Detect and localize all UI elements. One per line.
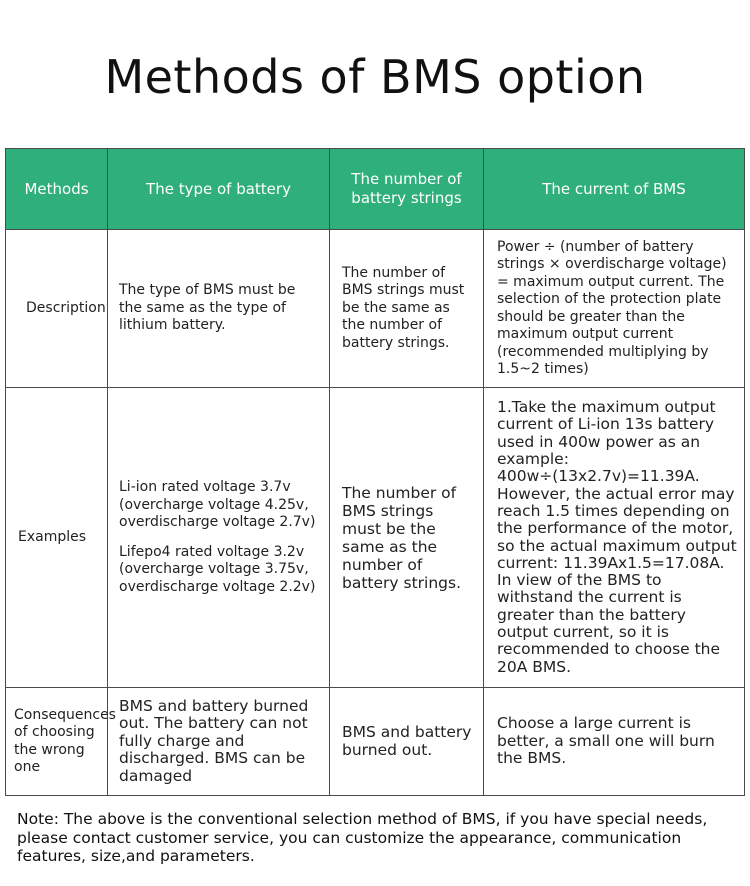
example-lifepo4-voltage: Lifepo4 rated voltage 3.2v (overcharge voltage 3.75v, overdischarge voltage 2.2v) [119, 543, 316, 595]
table-row [6, 388, 745, 688]
example-liion-voltage: Li-ion rated voltage 3.7v (overcharge voltage 4.25v, overdischarge voltage 2.7v) [119, 479, 316, 530]
table-row [6, 230, 745, 388]
examples-bms-current: 1.Take the maximum output current of Li-ion 13s battery used in 400w power as an example: 400w÷(13x2.7v)=11.39A. However, the actual error may reach 1.5 times depending on the performance of the motor, so the actual maximum output current: 11.39Ax1.5=17.08A. In view of the BMS to withstand the current is greater than the battery output current, so it is recommended to choose the 20A BMS. [484, 388, 745, 688]
examples-battery-type [108, 388, 330, 688]
table-row [6, 688, 745, 796]
description-bms-current: Power ÷ (number of battery strings × overdischarge voltage) = maximum output current. The selection of the protection plate should be greater than the maximum output current (recommended multiplying by 1.5~2 times) [484, 230, 745, 388]
description-battery-type: The type of BMS must be the same as the type of lithium battery. [108, 230, 330, 388]
row-label-examples: Examples [6, 388, 108, 688]
examples-battery-strings: The number of BMS strings must be the same as the number of battery strings. [330, 388, 484, 688]
row-label-description: Description [6, 230, 108, 388]
header-bms-current: The current of BMS [484, 149, 745, 230]
footnote: Note: The above is the conventional selection method of BMS, if you have special needs, please contact customer service, you can customize the appearance, communication features, size,and parameters. [17, 810, 708, 865]
page-title: Methods of BMS option [104, 50, 646, 104]
header-battery-strings: The number of battery strings [330, 149, 484, 230]
table-header-row [6, 149, 745, 230]
header-methods: Methods [6, 149, 108, 230]
header-battery-type: The type of battery [108, 149, 330, 230]
consequences-bms-current: Choose a large current is better, a small one will burn the BMS. [484, 688, 745, 796]
row-label-consequences: Consequences of choosing the wrong one [6, 688, 108, 796]
description-battery-strings: The number of BMS strings must be the same as the number of battery strings. [330, 230, 484, 388]
consequences-battery-strings: BMS and battery burned out. [330, 688, 484, 796]
bms-option-table [5, 148, 745, 796]
consequences-battery-type: BMS and battery burned out. The battery can not fully charge and discharged. BMS can be damaged [108, 688, 330, 796]
